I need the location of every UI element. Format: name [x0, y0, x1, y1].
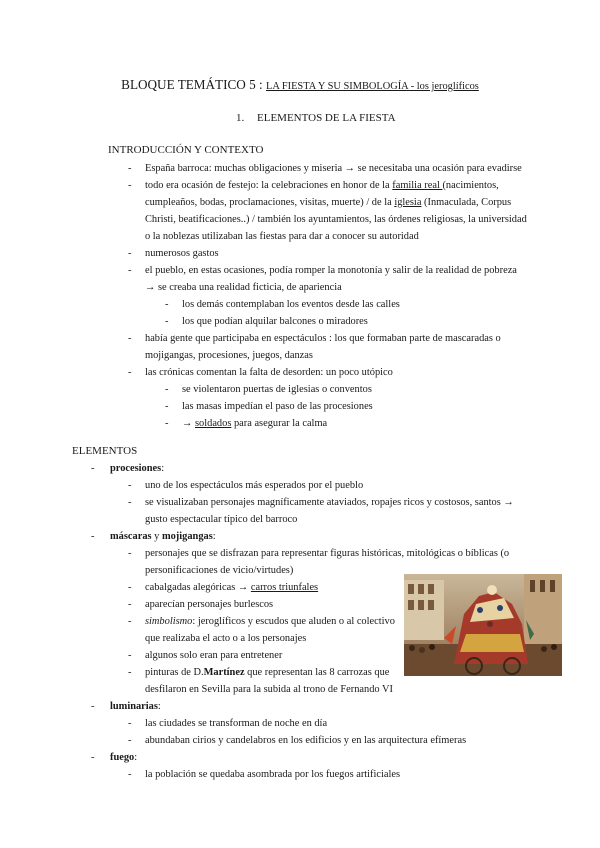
text-span: pinturas de D.: [145, 667, 204, 678]
bullet-dash: -: [128, 367, 132, 378]
text-span: cumpleaños, bodas, proclamaciones, visitas, muerte) / de la: [145, 197, 395, 208]
intro-bullet-5-line-1: había gente que participaba en espectáculos : los que formaban parte de mascaradas o: [145, 333, 501, 344]
procesiones-item: uno de los espectáculos más esperados por el pueblo: [145, 480, 364, 491]
intro-bullet-2-line-1: [145, 180, 499, 192]
text-span: y: [151, 531, 162, 542]
mascaras-item: personificaciones de vicio/virtudes): [145, 565, 294, 576]
section-title: ELEMENTOS DE LA FIESTA: [257, 112, 396, 124]
text-span: →: [182, 418, 195, 429]
iglesia-text: iglesia: [394, 197, 422, 208]
text-span: :: [157, 701, 161, 712]
text-span: todo era ocasión de festejo: la celebraciones en honor de la: [145, 180, 393, 191]
bullet-dash: -: [91, 752, 95, 763]
text-span: fuego: [110, 752, 135, 763]
text-span: cabalgadas alegóricas →: [145, 582, 251, 593]
procesiones-label: [110, 463, 164, 475]
bullet-dash: -: [128, 582, 132, 593]
mascaras-label: [110, 531, 216, 543]
luminarias-label: [110, 701, 161, 713]
bullet-dash: -: [91, 701, 95, 712]
text-span: (Inmaculada, Corpus: [421, 197, 512, 208]
bullet-dash: -: [128, 769, 132, 780]
familia-real-link: familia real: [392, 180, 443, 191]
bullet-dash: -: [128, 718, 132, 729]
intro-subbullet: los que podían alquilar balcones o miradores: [182, 316, 368, 327]
painting-illustration: [404, 574, 562, 676]
text-span: procesiones: [110, 463, 162, 474]
title-main: BLOQUE TEMÁTICO 5 :: [121, 77, 263, 92]
text-span: luminarias: [110, 701, 158, 712]
bullet-dash: -: [128, 599, 132, 610]
intro-bullet-4-line-1: el pueblo, en estas ocasiones, podía romper la monotonía y salir de la realidad de pobreza: [145, 265, 517, 276]
bullet-dash: -: [128, 497, 132, 508]
text-span: mojigangas: [161, 531, 213, 542]
procesiones-item: gusto espectacular típico del barroco: [145, 514, 298, 525]
bullet-dash: -: [128, 616, 132, 627]
fuego-label: [110, 752, 137, 764]
text-span: :: [212, 531, 216, 542]
intro-subbullet: las masas impedían el paso de las procesiones: [182, 401, 373, 412]
soldados-text: soldados: [195, 418, 232, 429]
bullet-dash: -: [165, 299, 169, 310]
mascaras-item: personajes que se disfrazan para representar figuras históricas, mitológicas o bíblicas (o: [145, 548, 510, 559]
bullet-dash: -: [128, 180, 132, 191]
intro-bullet-6: las crónicas comentan la falta de desorden: un poco utópico: [145, 367, 393, 378]
bullet-dash: -: [128, 248, 132, 259]
intro-subbullet: se violentaron puertas de iglesias o conventos: [182, 384, 372, 395]
procesiones-item: se visualizaban personajes magníficamente ataviados, ropajes ricos y costosos, santos →: [145, 497, 514, 508]
intro-subbullet: los demás contemplaban los eventos desde las calles: [182, 299, 400, 310]
bullet-dash: -: [91, 531, 95, 542]
mascaras-item: [145, 667, 389, 679]
intro-bullet-2-line-2: [145, 197, 511, 209]
carro-triunfal-painting: [404, 574, 562, 676]
text-span: :: [161, 463, 165, 474]
text-span: que representan las 8 carrozas que: [244, 667, 390, 678]
fuego-item: la población se quedaba asombrada por los fuegos artificiales: [145, 769, 401, 780]
mascaras-item: algunos solo eran para entretener: [145, 650, 283, 661]
section-number: 1.: [236, 112, 245, 124]
intro-heading: INTRODUCCIÓN Y CONTEXTO: [108, 144, 264, 156]
mascaras-item: aparecían personajes burlescos: [145, 599, 274, 610]
mascaras-item: desfilaron en Sevilla para la subida al trono de Fernando VI: [145, 684, 393, 695]
bullet-dash: -: [128, 650, 132, 661]
luminarias-item: las ciudades se transforman de noche en día: [145, 718, 328, 729]
luminarias-item: abundaban cirios y candelabros en los edificios y en las arquitectura efímeras: [145, 735, 467, 746]
intro-bullet-2-line-4: o la noblezas utilizaban las fiestas para dar a conocer su autoridad: [145, 231, 419, 242]
title-subtitle: LA FIESTA Y SU SIMBOLOGÍA - los jeroglíficos: [265, 81, 479, 92]
bullet-dash: -: [165, 418, 169, 429]
bullet-dash: -: [165, 401, 169, 412]
elementos-heading: ELEMENTOS: [72, 445, 138, 457]
text-span: para asegurar la calma: [231, 418, 328, 429]
text-span: simbolismo: [145, 616, 193, 627]
text-span: :: [134, 752, 138, 763]
document-title: [0, 77, 600, 95]
text-span: : jeroglíficos y escudos que aluden o al colectivo: [192, 616, 395, 627]
bullet-dash: -: [128, 333, 132, 344]
intro-subbullet: [182, 418, 327, 430]
mascaras-item: [145, 616, 395, 628]
bullet-dash: -: [165, 384, 169, 395]
intro-bullet-1: España barroca: muchas obligaciones y miseria → se necesitaba una ocasión para evadirse: [145, 163, 522, 174]
bullet-dash: -: [128, 163, 132, 174]
intro-bullet-4-line-2: → se creaba una realidad ficticia, de apariencia: [145, 282, 342, 293]
intro-bullet-2-line-3: Christi, beatificaciones..) / también los ayuntamientos, las órdenes religiosas, la universidad: [145, 214, 527, 225]
text-span: máscaras: [110, 531, 152, 542]
mascaras-item: [145, 582, 318, 594]
bullet-dash: -: [128, 548, 132, 559]
intro-bullet-3: numerosos gastos: [145, 248, 219, 259]
bullet-dash: -: [128, 735, 132, 746]
text-span: Martínez: [203, 667, 245, 678]
section-heading: [236, 112, 396, 125]
bullet-dash: -: [165, 316, 169, 327]
bullet-dash: -: [91, 463, 95, 474]
bullet-dash: -: [128, 480, 132, 491]
bullet-dash: -: [128, 265, 132, 276]
carros-triunfales-text: carros triunfales: [250, 582, 319, 593]
text-span: (nacimientos,: [442, 180, 499, 191]
bullet-dash: -: [128, 667, 132, 678]
intro-bullet-5-line-2: mojigangas, procesiones, juegos, danzas: [145, 350, 313, 361]
mascaras-item: que realizaba el acto o a los personajes: [145, 633, 307, 644]
